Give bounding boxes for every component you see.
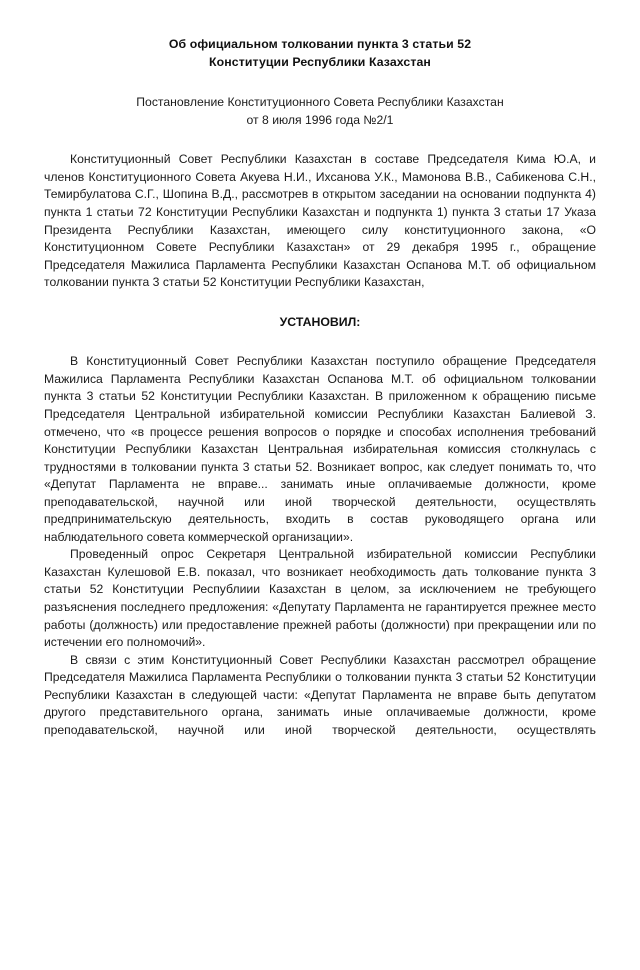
paragraph-body-2: Проведенный опрос Секретаря Центральной избирательной комиссии Республики Казахстан Кулешовой Е.В. показал, что возникает необходимость дать толкование пункта 3 статьи 52 Конституции Республиии Казахстан в целом, за исключением не требующего разъяснения последнего предложения: «Депутату Парламента не гарантируется прежнее место работы (должность) или предоставление прежней работы (должности) при прекращении или по истечении его полномочий». [44, 547, 596, 650]
document-content [44, 36, 596, 739]
section-heading-ustanovil: УСТАНОВИЛ: [279, 314, 361, 329]
document-subtitle [44, 71, 596, 129]
paragraph-body-3: В связи с этим Конституционный Совет Республики Казахстан рассмотрел обращение Председателя Мажилиса Парламента Республики о толковании пункта 3 статьи 52 Конституции Республики Казахстан в следующей части: «Депутат Парламента не вправе быть депутатом другого представительного органа, занимать иные оплачиваемые должности, кроме преподавательской, научной или иной творческой деятельности, осуществлять [44, 652, 596, 737]
heading-spacer [44, 331, 596, 353]
paragraph-preamble: Конституционный Совет Республики Казахстан в составе Председателя Кима Ю.А, и членов Конституционного Совета Акуева Н.И., Ихсанова У.К., Мамонова В.В., Сабикенова С.Н., Темирбулатова С.Г., Шопина В.Д., рассмотрев в открытом заседании на основании подпункта 4) пункта 1 статьи 72 Конституции Республики Казахстан и подпункта 1) пункта 3 статьи 17 Указа Президента Республики Казахстан, имеющего силу конституционного закона, «О Конституционном Совете Республики Казахстан» от 29 декабря 1995 г., обращение Председателя Мажилиса Парламента Республики Казахстан Оспанова М.Т. об официальном толковании пункта 3 статьи 52 Конституции Республики Казахстан, [44, 152, 596, 290]
paragraph-body-1: В Конституционный Совет Республики Казахстан поступило обращение Председателя Мажилиса Парламента Республики Казахстан Оспанова М.Т. об официальном толковании пункта 3 статьи 52 Конституции Республики Казахстан. В приложенном к обращению письме Председателя Центральной избирательной комиссии Республики Казахстан Балиевой З. отмечено, что «в процессе решения вопросов о порядке и способах исполнения требований Конституции Республики Казахстан Центральная избирательная комиссия столкнулась с трудностями в толковании пункта 3 статьи 52. Возникает вопрос, как следует понимать то, что «Депутат Парламента не вправе... занимать иные оплачиваемые должности, кроме преподавательской, научной или иной творческой деятельности, осуществлять предпринимательскую деятельность, входить в состав руководящего органа или наблюдательного совета коммерческой организации». [44, 354, 596, 544]
document-title [44, 36, 596, 71]
document-title-line-2: Конституции Республики Казахстан [209, 54, 431, 69]
document-subtitle-line-2: от 8 июля 1996 года №2/1 [246, 112, 394, 127]
document-title-line-1: Об официальном толковании пункта 3 статьи 52 [168, 37, 472, 51]
document-body [44, 129, 596, 739]
document-subtitle-line-1: Постановление Конституционного Совета Республики Казахстан [136, 95, 504, 110]
